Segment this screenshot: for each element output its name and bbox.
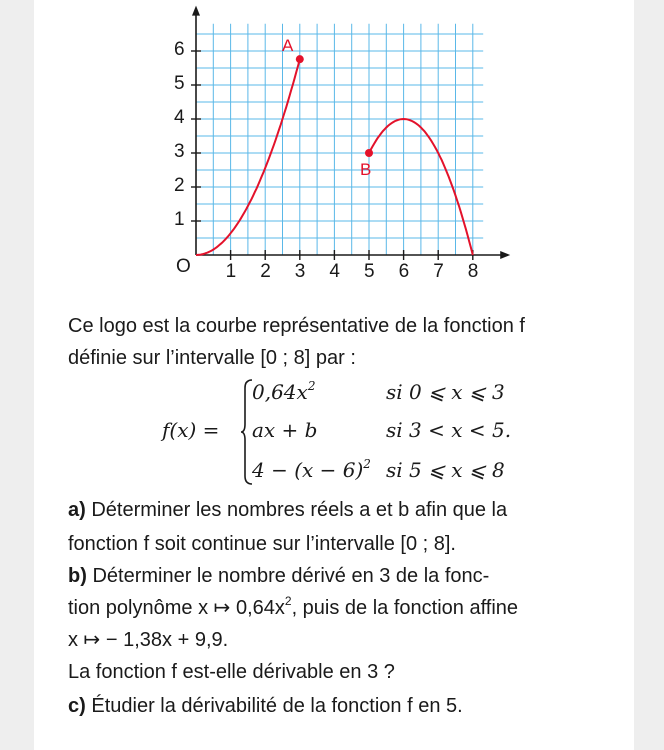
question-c-label: c) [68,695,86,717]
question-b-line-4: La fonction f est-elle dérivable en 3 ? [68,661,395,683]
question-a-label: a) [68,499,86,521]
question-a-text-1: Déterminer les nombres réels a et b afin que la [91,499,508,521]
intro-line-1: Ce logo est la courbe représentative de la fonction f [68,315,525,337]
y-tick-label: 2 [174,175,185,196]
y-tick-label: 1 [174,209,185,230]
question-c-text-1: Étudier la dérivabilité de la fonction f en 5. [91,695,463,717]
x-tick-label: 3 [294,261,306,282]
y-axis-arrow [192,6,200,16]
case-1-expression-text: 0,64x [252,380,308,404]
origin-label: O [176,256,191,277]
question-b-text-1: Déterminer le nombre dérivé en 3 de la fonc- [92,565,490,587]
question-a-line-2: fonction f soit continue sur l’intervalle [0 ; 8]. [68,533,456,555]
question-b-text-2a: tion polynôme x ↦ 0,64x [68,597,285,619]
question-b-line-1 [68,560,489,592]
point-b [365,149,373,157]
case-2-condition: si 3 < x < 5. [386,418,512,442]
case-1-condition: si 0 ⩽ x ⩽ 3 [386,380,505,404]
case-3-expression-text: 4 − (x − 6) [252,458,364,482]
y-tick-label: 4 [174,107,185,128]
x-tick-label: 5 [364,261,375,282]
y-tick-label: 5 [174,73,185,94]
point-b-label: B [360,160,372,179]
exercise-page [34,0,634,750]
x-tick-label: 2 [260,261,271,282]
point-a-label: A [282,36,294,55]
question-b-line-3: x ↦ − 1,38x + 9,9. [68,629,229,651]
question-a-line-1 [68,494,507,526]
question-b-text-2b: , puis de la fonction affine [291,597,519,619]
question-c-line-1 [68,690,463,722]
function-graph [34,0,634,290]
question-b-line-2 [68,592,518,624]
x-tick-label: 4 [329,261,340,282]
case-1-expression [252,380,315,404]
x-tick-label: 6 [398,261,410,282]
y-tick-label: 6 [174,39,185,60]
case-3-condition: si 5 ⩽ x ⩽ 8 [386,458,505,482]
x-tick-label: 1 [225,261,237,282]
question-b-exponent: 2 [284,594,292,608]
case-2-expression: ax + b [252,418,318,442]
intro-line-2: définie sur l’intervalle [0 ; 8] par : [68,347,356,369]
function-name: f(x) = [162,418,220,442]
case-3-exponent: 2 [363,457,371,471]
case-1-exponent: 2 [307,379,316,393]
x-tick-label: 8 [467,261,479,282]
y-tick-label: 3 [174,141,185,162]
point-a [296,55,304,63]
case-3-expression [252,458,371,482]
x-tick-label: 7 [433,261,444,282]
x-axis-arrow [500,251,510,259]
question-b-label: b) [68,565,87,587]
